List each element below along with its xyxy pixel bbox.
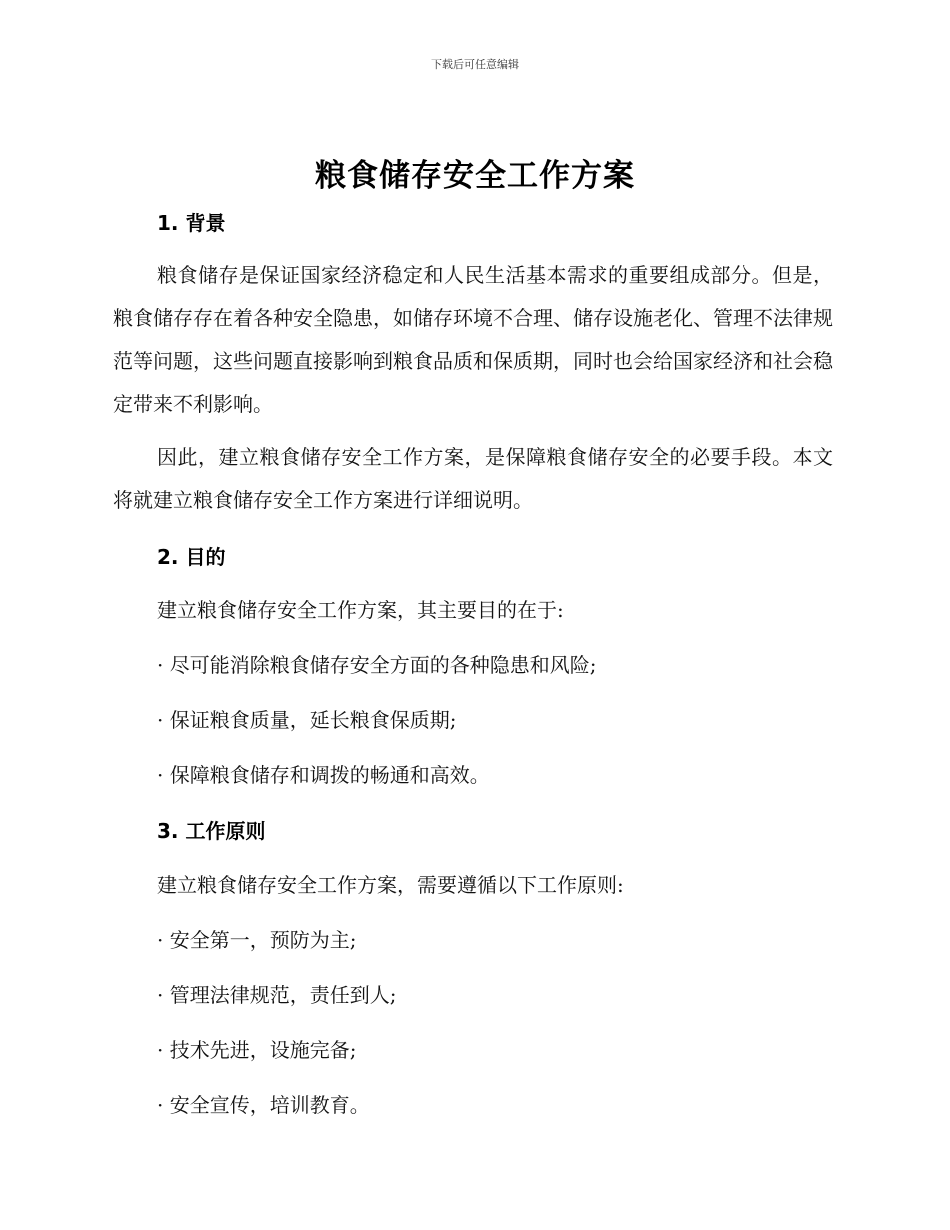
principles-intro: 建立粮食储存安全工作方案，需要遵循以下工作原则: bbox=[157, 873, 624, 897]
purpose-item: · 保证粮食质量，延长粮食保质期; bbox=[157, 708, 457, 732]
document-title: 粮食储存安全工作方案 bbox=[315, 158, 635, 194]
page-header: 下载后可任意编辑 bbox=[431, 58, 519, 71]
background-paragraph-2 bbox=[113, 436, 833, 522]
purpose-item: · 尽可能消除粮食储存安全方面的各种隐患和风险; bbox=[157, 653, 597, 677]
principles-item: · 安全第一，预防为主; bbox=[157, 928, 357, 952]
principles-item: · 安全宣传，培训教育。 bbox=[157, 1093, 370, 1117]
principles-item: · 技术先进，设施完备; bbox=[157, 1038, 357, 1062]
paragraph-text: 因此，建立粮食储存安全工作方案，是保障粮食储存安全的必要手段。本文将就建立粮食储存安全工作方案进行详细说明。 bbox=[113, 445, 833, 512]
background-paragraph-1 bbox=[113, 254, 833, 426]
purpose-intro: 建立粮食储存安全工作方案，其主要目的在于: bbox=[157, 598, 564, 622]
purpose-item: · 保障粮食储存和调拨的畅通和高效。 bbox=[157, 763, 490, 787]
section-heading-purpose: 2. 目的 bbox=[157, 545, 226, 569]
section-heading-background: 1. 背景 bbox=[157, 211, 226, 235]
principles-item: · 管理法律规范，责任到人; bbox=[157, 983, 397, 1007]
paragraph-text: 粮食储存是保证国家经济稳定和人民生活基本需求的重要组成部分。但是，粮食储存存在着各种安全隐患，如储存环境不合理、储存设施老化、管理不法律规范等问题，这些问题直接影响到粮食品质和保质期，同时也会给国家经济和社会稳定带来不利影响。 bbox=[113, 263, 833, 416]
section-heading-principles: 3. 工作原则 bbox=[157, 819, 266, 843]
